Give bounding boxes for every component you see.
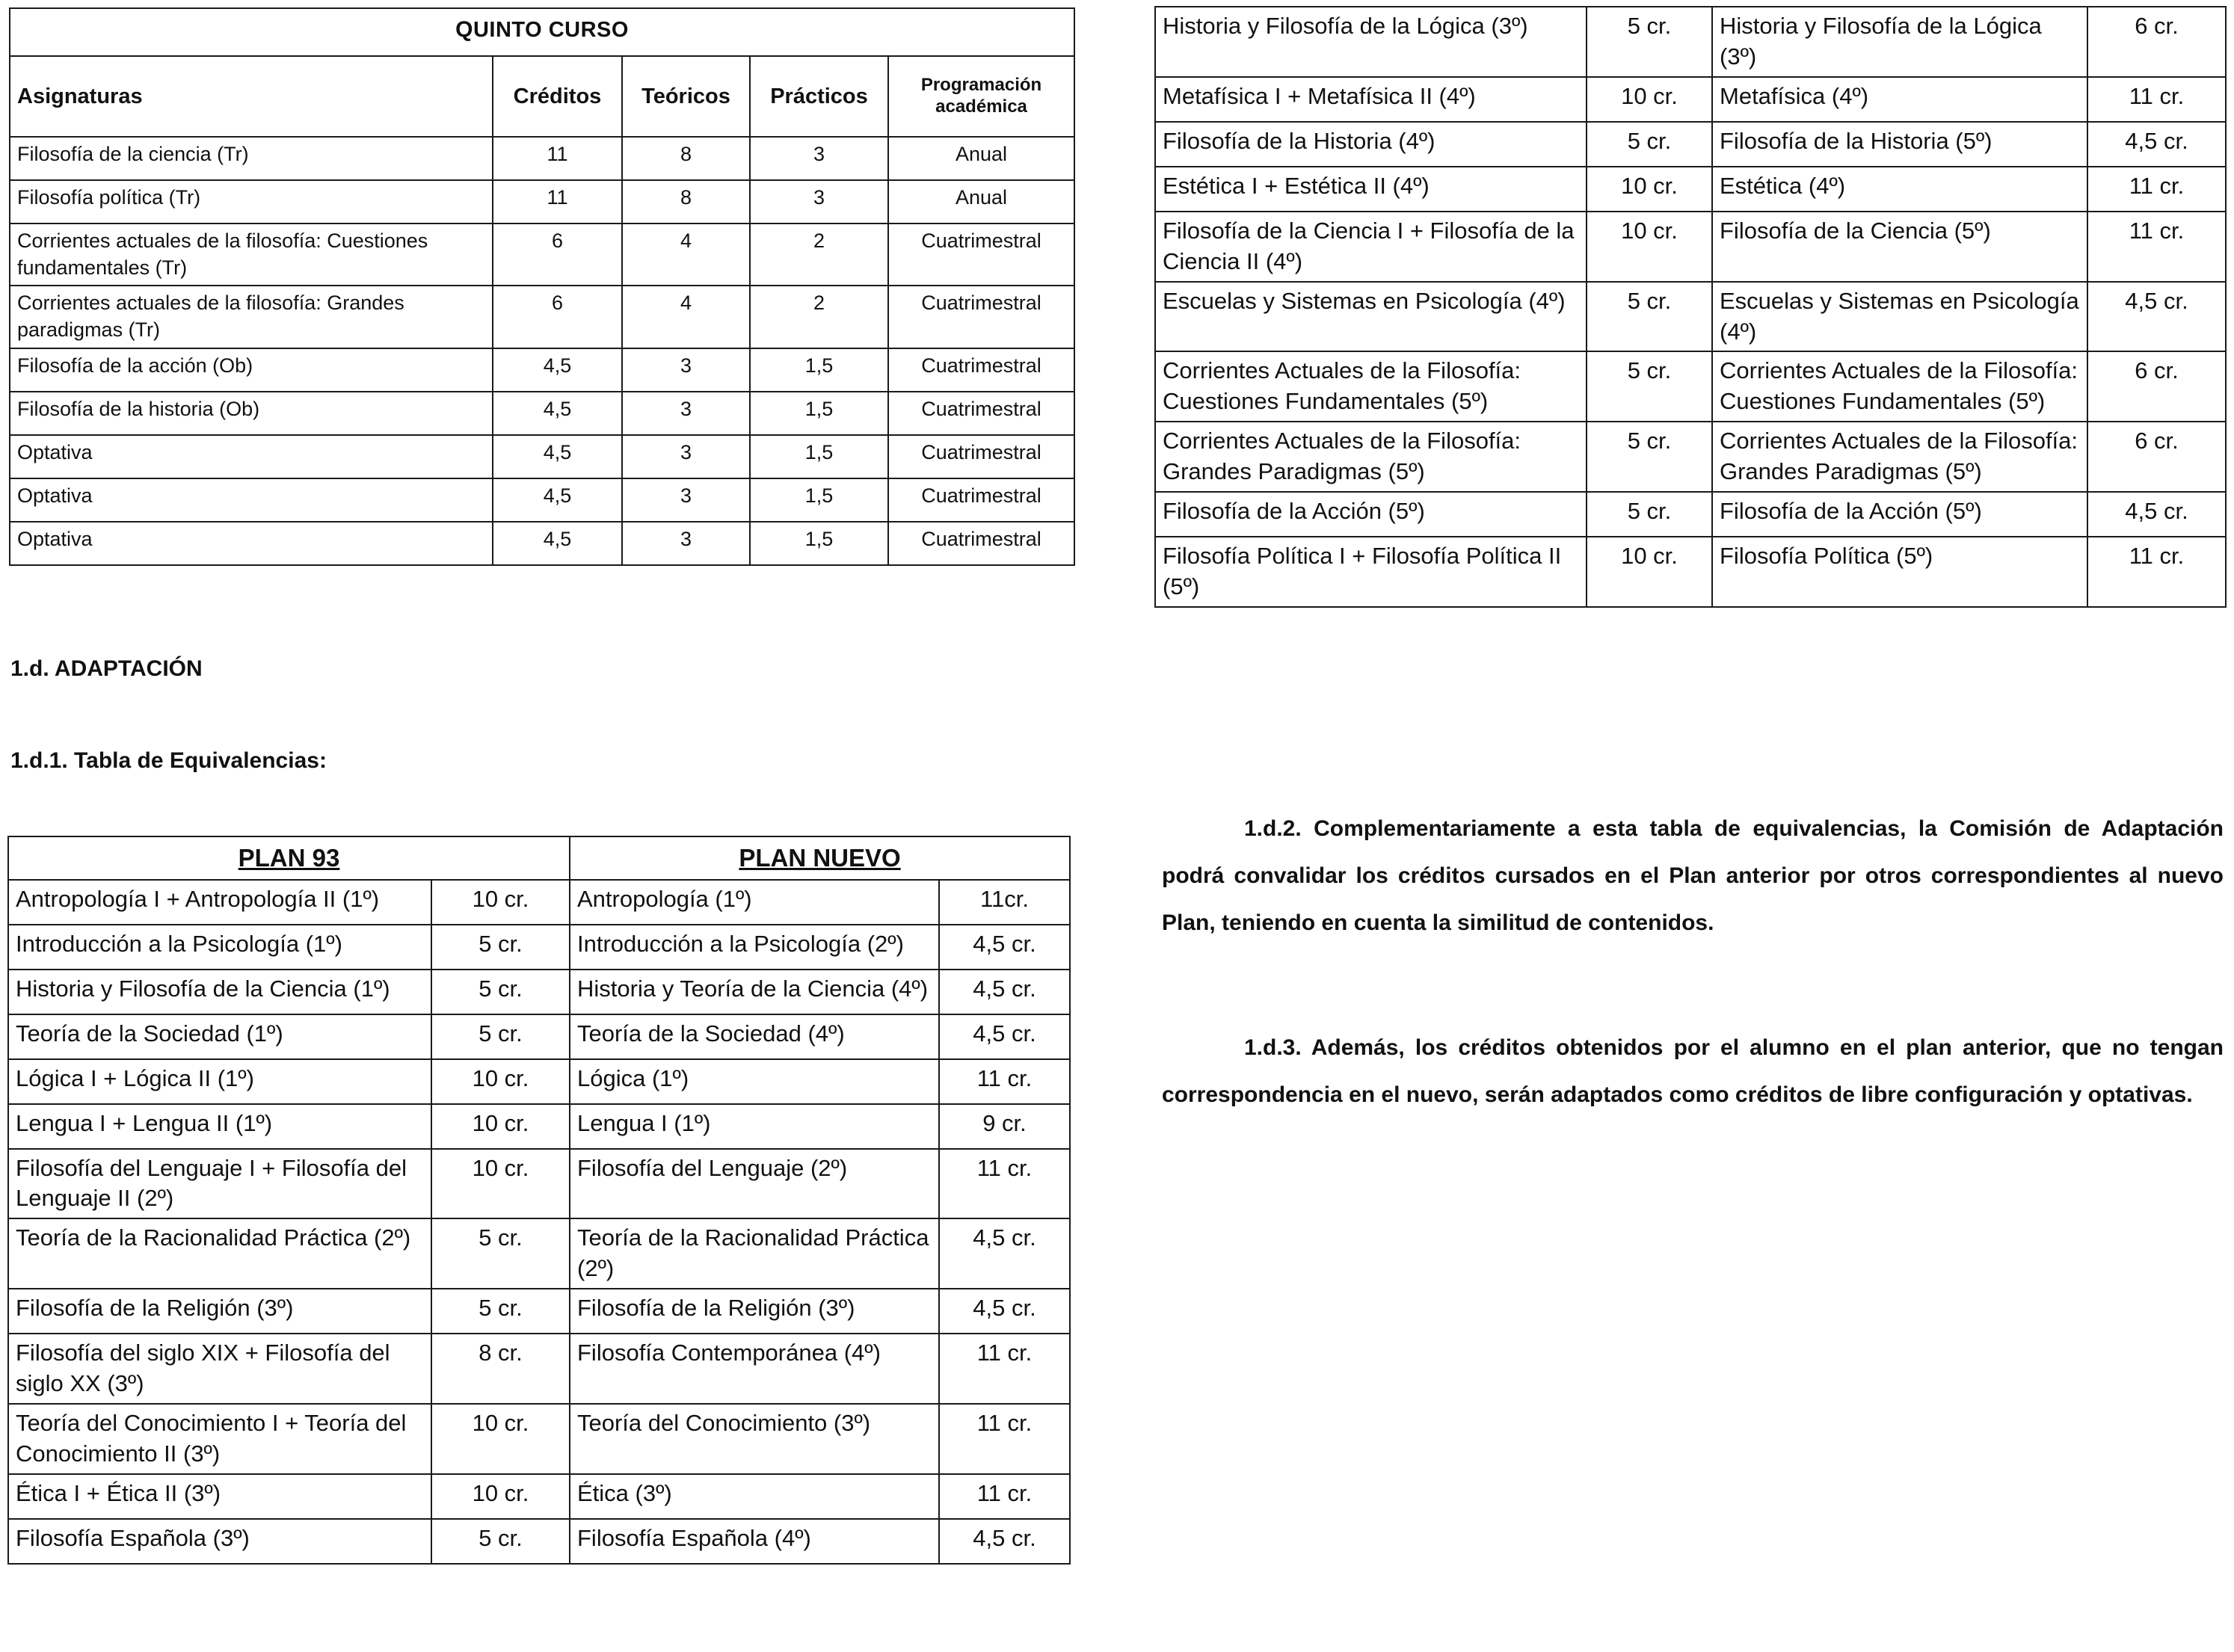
quinto-cell: 4	[622, 286, 750, 348]
quinto-cell: Cuatrimestral	[888, 286, 1074, 348]
quinto-cell: 8	[622, 137, 750, 180]
quinto-cell: Cuatrimestral	[888, 224, 1074, 286]
quinto-cell: 11	[493, 180, 622, 224]
equivalence-cell: 5 cr.	[431, 1218, 570, 1289]
quinto-cell: 3	[622, 522, 750, 565]
quinto-cell: Optativa	[10, 478, 493, 522]
table-row	[8, 1014, 1070, 1059]
equivalence-cell: 4,5 cr.	[2087, 122, 2226, 167]
equivalence-table-right	[1154, 6, 2227, 608]
equivalence-cell: Corrientes Actuales de la Filosofía: Cuestiones Fundamentales (5º)	[1155, 351, 1587, 422]
equivalence-cell: Antropología I + Antropología II (1º)	[8, 880, 431, 925]
paragraph-1d3: 1.d.3. Además, los créditos obtenidos por el alumno en el plan anterior, que no tengan correspondencia en el nuevo, serán adaptados como créditos de libre configuración y optativas.	[1162, 1035, 2224, 1107]
equivalence-cell: Metafísica (4º)	[1712, 77, 2087, 122]
quinto-cell: 6	[493, 224, 622, 286]
equivalence-cell: 10 cr.	[431, 1474, 570, 1519]
table-row	[1155, 212, 2226, 282]
equivalence-cell: Estética (4º)	[1712, 167, 2087, 212]
equivalence-cell: 10 cr.	[431, 880, 570, 925]
equivalence-cell: 6 cr.	[2087, 422, 2226, 492]
paragraph-1d2: 1.d.2. Complementariamente a esta tabla de equivalencias, la Comisión de Adaptación podrá convalidar los créditos cursados en el Plan anterior por otros correspondientes al nuevo Plan, teniendo en cuenta la similitud de contenidos.	[1162, 816, 2224, 935]
equivalence-cell: 11 cr.	[939, 1059, 1070, 1104]
equivalence-cell: 11 cr.	[2087, 77, 2226, 122]
equivalence-cell: 11 cr.	[2087, 167, 2226, 212]
equivalence-cell: 11 cr.	[939, 1149, 1070, 1219]
equivalence-cell: Lengua I + Lengua II (1º)	[8, 1104, 431, 1149]
equivalence-cell: Historia y Filosofía de la Lógica (3º)	[1155, 7, 1587, 77]
quinto-cell: 4,5	[493, 522, 622, 565]
table-row	[8, 1404, 1070, 1474]
quinto-cell: 1,5	[750, 348, 888, 392]
equivalence-cell: Teoría del Conocimiento (3º)	[570, 1404, 939, 1474]
equivalence-cell: 11 cr.	[939, 1474, 1070, 1519]
equivalence-cell: Filosofía Española (4º)	[570, 1519, 939, 1564]
equivalence-cell: Introducción a la Psicología (2º)	[570, 925, 939, 970]
table-title	[10, 8, 1074, 56]
table-row	[1155, 492, 2226, 537]
equivalence-cell: Filosofía de la Ciencia I + Filosofía de la Ciencia II (4º)	[1155, 212, 1587, 282]
table-row	[10, 435, 1074, 478]
quinto-cell: 1,5	[750, 522, 888, 565]
table-row	[8, 880, 1070, 925]
equivalence-cell: Filosofía del Lenguaje (2º)	[570, 1149, 939, 1219]
column-header: Créditos	[493, 56, 622, 137]
equivalence-cell: Corrientes Actuales de la Filosofía: Grandes Paradigmas (5º)	[1155, 422, 1587, 492]
quinto-cell: 2	[750, 286, 888, 348]
equivalence-cell: Filosofía del Lenguaje I + Filosofía del Lenguaje II (2º)	[8, 1149, 431, 1219]
equivalence-cell: 10 cr.	[1587, 77, 1712, 122]
table-row	[10, 522, 1074, 565]
equivalence-cell: Filosofía de la Religión (3º)	[570, 1289, 939, 1334]
column-header: Programación académica	[888, 56, 1074, 137]
table-row	[1155, 167, 2226, 212]
equivalence-cell: 10 cr.	[431, 1149, 570, 1219]
equivalence-cell: 10 cr.	[431, 1404, 570, 1474]
quinto-cell: Anual	[888, 137, 1074, 180]
table-row	[8, 925, 1070, 970]
equivalence-cell: 4,5 cr.	[939, 1289, 1070, 1334]
equivalence-cell: Filosofía Política I + Filosofía Política II (5º)	[1155, 537, 1587, 607]
equivalence-cell: Filosofía Contemporánea (4º)	[570, 1334, 939, 1404]
equivalence-cell: Filosofía del siglo XIX + Filosofía del siglo XX (3º)	[8, 1334, 431, 1404]
equivalence-cell: 4,5 cr.	[939, 1014, 1070, 1059]
quinto-cell: 3	[622, 435, 750, 478]
equivalence-cell: 5 cr.	[1587, 351, 1712, 422]
quinto-cell: Filosofía de la historia (Ob)	[10, 392, 493, 435]
quinto-cell: Anual	[888, 180, 1074, 224]
equivalence-cell: 5 cr.	[431, 970, 570, 1014]
table-row	[8, 1334, 1070, 1404]
equivalence-cell: 11 cr.	[2087, 537, 2226, 607]
equivalence-cell: 5 cr.	[1587, 492, 1712, 537]
table-row	[10, 392, 1074, 435]
equivalence-cell: Filosofía de la Religión (3º)	[8, 1289, 431, 1334]
equivalence-cell: 5 cr.	[1587, 122, 1712, 167]
equivalence-cell: 5 cr.	[1587, 282, 1712, 352]
equivalence-cell: 4,5 cr.	[2087, 492, 2226, 537]
equivalence-cell: 4,5 cr.	[939, 970, 1070, 1014]
quinto-cell: 3	[750, 137, 888, 180]
quinto-cell: 1,5	[750, 392, 888, 435]
quinto-cell: Corrientes actuales de la filosofía: Cuestiones fundamentales (Tr)	[10, 224, 493, 286]
quinto-cell: Corrientes actuales de la filosofía: Grandes paradigmas (Tr)	[10, 286, 493, 348]
equivalence-cell: 4,5 cr.	[939, 925, 1070, 970]
quinto-curso-table	[9, 7, 1075, 566]
table-row	[1155, 122, 2226, 167]
equivalence-cell: Ética (3º)	[570, 1474, 939, 1519]
quinto-cell: 6	[493, 286, 622, 348]
equivalence-cell: Teoría de la Sociedad (1º)	[8, 1014, 431, 1059]
equivalence-cell: 4,5 cr.	[939, 1218, 1070, 1289]
quinto-cell: Cuatrimestral	[888, 478, 1074, 522]
quinto-cell: Cuatrimestral	[888, 392, 1074, 435]
quinto-cell: 4	[622, 224, 750, 286]
quinto-cell: 4,5	[493, 348, 622, 392]
quinto-cell: Optativa	[10, 522, 493, 565]
equivalence-cell: 8 cr.	[431, 1334, 570, 1404]
table-row	[8, 1474, 1070, 1519]
quinto-cell: 1,5	[750, 478, 888, 522]
table-row	[8, 1149, 1070, 1219]
subsection-heading: 1.d.1. Tabla de Equivalencias:	[10, 748, 327, 773]
table-row	[8, 1519, 1070, 1564]
table-row	[8, 1104, 1070, 1149]
table-row	[10, 224, 1074, 286]
table-row	[10, 137, 1074, 180]
equivalence-cell: 11 cr.	[939, 1334, 1070, 1404]
equivalence-cell: Corrientes Actuales de la Filosofía: Grandes Paradigmas (5º)	[1712, 422, 2087, 492]
equivalence-cell: Filosofía de la Acción (5º)	[1155, 492, 1587, 537]
equivalence-cell: Filosofía de la Historia (4º)	[1155, 122, 1587, 167]
column-header: Asignaturas	[10, 56, 493, 137]
equivalence-cell: 5 cr.	[431, 925, 570, 970]
equivalence-cell: Introducción a la Psicología (1º)	[8, 925, 431, 970]
equivalence-cell: 9 cr.	[939, 1104, 1070, 1149]
table-row	[1155, 7, 2226, 77]
equivalence-cell: Filosofía Española (3º)	[8, 1519, 431, 1564]
table-row	[10, 180, 1074, 224]
plan-nuevo-header: PLAN NUEVO	[570, 836, 1070, 880]
quinto-cell: 3	[622, 392, 750, 435]
quinto-cell: Cuatrimestral	[888, 348, 1074, 392]
quinto-cell: 8	[622, 180, 750, 224]
equivalence-cell: Teoría del Conocimiento I + Teoría del Conocimiento II (3º)	[8, 1404, 431, 1474]
table-row	[10, 286, 1074, 348]
equivalence-cell: Corrientes Actuales de la Filosofía: Cuestiones Fundamentales (5º)	[1712, 351, 2087, 422]
quinto-cell: Filosofía de la acción (Ob)	[10, 348, 493, 392]
quinto-cell: 2	[750, 224, 888, 286]
quinto-cell: 4,5	[493, 392, 622, 435]
quinto-cell: 4,5	[493, 435, 622, 478]
equivalence-cell: Historia y Teoría de la Ciencia (4º)	[570, 970, 939, 1014]
table-row	[8, 1218, 1070, 1289]
equivalence-cell: Ética I + Ética II (3º)	[8, 1474, 431, 1519]
quinto-cell: Cuatrimestral	[888, 522, 1074, 565]
equivalence-cell: Historia y Filosofía de la Ciencia (1º)	[8, 970, 431, 1014]
table-row	[1155, 422, 2226, 492]
table-row	[10, 478, 1074, 522]
table-row	[1155, 77, 2226, 122]
equivalence-cell: Filosofía de la Historia (5º)	[1712, 122, 2087, 167]
equivalence-cell: 11 cr.	[2087, 212, 2226, 282]
equivalence-cell: 5 cr.	[431, 1289, 570, 1334]
equivalence-cell: Teoría de la Sociedad (4º)	[570, 1014, 939, 1059]
equivalence-cell: 4,5 cr.	[2087, 282, 2226, 352]
quinto-cell: 3	[622, 478, 750, 522]
equivalence-cell: Filosofía de la Acción (5º)	[1712, 492, 2087, 537]
quinto-cell: 4,5	[493, 478, 622, 522]
table-row	[8, 970, 1070, 1014]
equivalence-cell: 10 cr.	[1587, 537, 1712, 607]
equivalence-cell: 10 cr.	[431, 1104, 570, 1149]
equivalence-cell: Teoría de la Racionalidad Práctica (2º)	[570, 1218, 939, 1289]
quinto-cell: 1,5	[750, 435, 888, 478]
column-header: Teóricos	[622, 56, 750, 137]
equivalence-cell: 11 cr.	[939, 1404, 1070, 1474]
equivalence-cell: 5 cr.	[431, 1014, 570, 1059]
equivalence-cell: Filosofía de la Ciencia (5º)	[1712, 212, 2087, 282]
quinto-cell: Cuatrimestral	[888, 435, 1074, 478]
equivalence-cell: 11cr.	[939, 880, 1070, 925]
column-header: Prácticos	[750, 56, 888, 137]
equivalence-cell: Antropología (1º)	[570, 880, 939, 925]
equivalence-cell: 5 cr.	[431, 1519, 570, 1564]
equivalence-cell: Historia y Filosofía de la Lógica (3º)	[1712, 7, 2087, 77]
equivalence-cell: 6 cr.	[2087, 7, 2226, 77]
quinto-cell: 3	[622, 348, 750, 392]
equivalence-cell: Lógica (1º)	[570, 1059, 939, 1104]
equivalence-cell: 4,5 cr.	[939, 1519, 1070, 1564]
equivalence-table-left	[7, 836, 1071, 1565]
plan-93-header: PLAN 93	[8, 836, 570, 880]
equivalence-cell: Filosofía Política (5º)	[1712, 537, 2087, 607]
quinto-cell: Filosofía de la ciencia (Tr)	[10, 137, 493, 180]
quinto-cell: Optativa	[10, 435, 493, 478]
equivalence-cell: Teoría de la Racionalidad Práctica (2º)	[8, 1218, 431, 1289]
table-title-initial: Q	[455, 17, 473, 42]
section-heading: 1.d. ADAPTACIÓN	[10, 656, 203, 681]
table-row	[10, 348, 1074, 392]
equivalence-cell: Escuelas y Sistemas en Psicología (4º)	[1155, 282, 1587, 352]
equivalence-cell: 10 cr.	[1587, 167, 1712, 212]
equivalence-cell: Lógica I + Lógica II (1º)	[8, 1059, 431, 1104]
table-row	[8, 1289, 1070, 1334]
equivalence-cell: Estética I + Estética II (4º)	[1155, 167, 1587, 212]
equivalence-cell: 5 cr.	[1587, 7, 1712, 77]
table-row	[1155, 351, 2226, 422]
equivalence-cell: Lengua I (1º)	[570, 1104, 939, 1149]
equivalence-cell: 5 cr.	[1587, 422, 1712, 492]
table-title-rest: UINTO CURSO	[473, 18, 629, 42]
equivalence-cell: Escuelas y Sistemas en Psicología (4º)	[1712, 282, 2087, 352]
table-row	[8, 1059, 1070, 1104]
equivalence-cell: Metafísica I + Metafísica II (4º)	[1155, 77, 1587, 122]
equivalence-cell: 6 cr.	[2087, 351, 2226, 422]
table-row	[1155, 282, 2226, 352]
equivalence-cell: 10 cr.	[1587, 212, 1712, 282]
equivalence-cell: 10 cr.	[431, 1059, 570, 1104]
quinto-cell: 3	[750, 180, 888, 224]
quinto-cell: 11	[493, 137, 622, 180]
table-row	[1155, 537, 2226, 607]
quinto-cell: Filosofía política (Tr)	[10, 180, 493, 224]
